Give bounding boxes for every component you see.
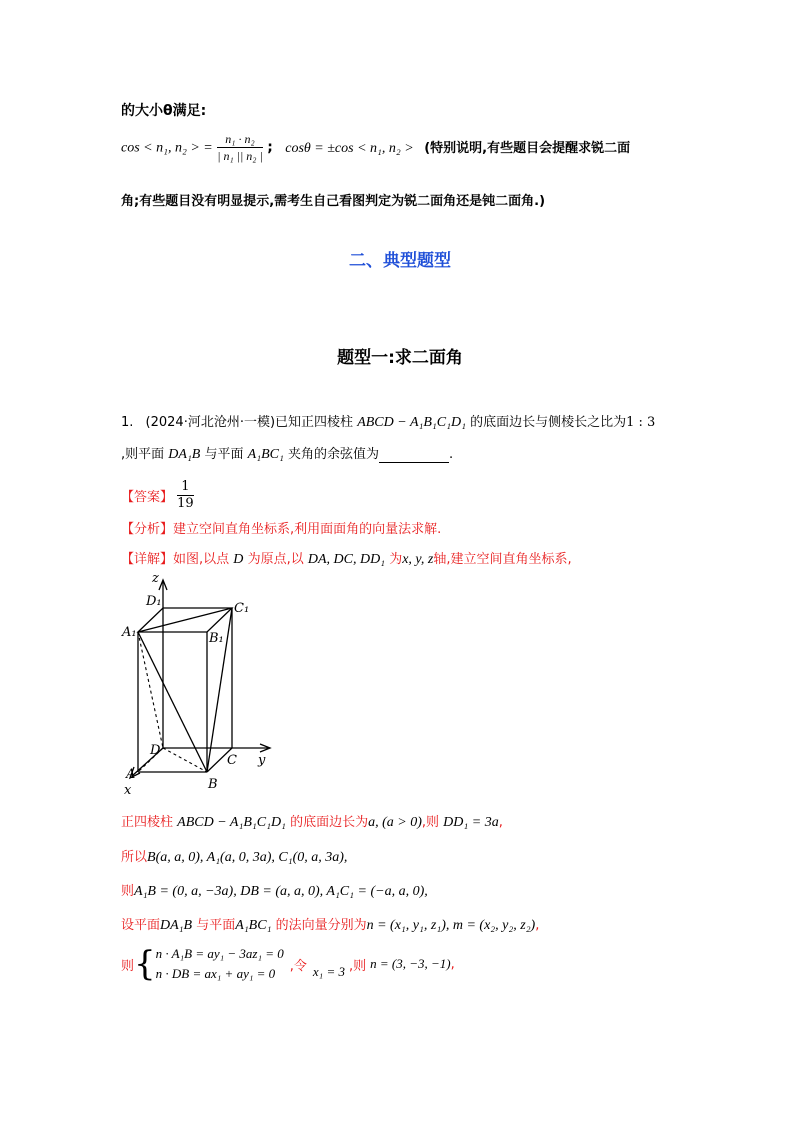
- problem-text-a: 已知正四棱柱: [275, 415, 354, 430]
- label-B1: B₁: [209, 631, 224, 646]
- note-part2: 角;有些题目没有明显提示,需考生自己看图判定为锐二面角还是钝二面角.): [121, 194, 546, 209]
- intro-line1: 的大小θ满足:: [121, 103, 207, 119]
- problem-number: 1.: [121, 415, 134, 430]
- note-part1: (特别说明,有些题目会提醒求锐二面: [424, 140, 631, 156]
- sol-l4-a: 设平面: [121, 918, 161, 933]
- sol-l5-b: ,令: [289, 958, 307, 974]
- sol-l4-c: 与平面: [196, 918, 236, 933]
- solution-line1: [121, 811, 503, 831]
- problem-line2: [121, 443, 453, 463]
- label-B: B: [208, 777, 218, 792]
- problem-plane1: DA₁B: [168, 447, 201, 462]
- system-eq2: n · DB = ax₁ + ay₁ = 0: [155, 966, 276, 981]
- label-A: A: [126, 767, 136, 782]
- label-y: y: [258, 753, 266, 768]
- sol-l1-a: 正四棱柱: [121, 815, 174, 830]
- cos-formula-fraction: [217, 131, 263, 164]
- solution-line3: [121, 880, 428, 900]
- prism-figure: [110, 568, 290, 798]
- problem-text-e: 夹角的余弦值为: [288, 447, 380, 462]
- detail-text-a: 如图,以点: [173, 552, 230, 567]
- sol-l3-b: A₁B = (0, a, −3a), DB = (a, a, 0), A₁C₁ = (−a, a, 0),: [134, 884, 428, 899]
- theta-formula: cosθ = ±cos < n₁, n₂ >: [285, 140, 414, 156]
- sol-l1-b: 的底面边长为: [290, 815, 369, 830]
- sol-l1-c: a, (a > 0): [368, 815, 422, 830]
- solution-line4: [121, 914, 539, 934]
- answer-numerator: 1: [177, 479, 194, 496]
- cos-formula-row: [121, 131, 630, 164]
- label-C1: C₁: [234, 601, 250, 616]
- problem-prism: ABCD − A₁B₁C₁D₁: [357, 415, 466, 430]
- sol-l2-b: B(a, a, 0), A₁(a, 0, 3a), C₁(0, a, 3a),: [147, 850, 348, 865]
- sol-l5-a: 则: [121, 958, 135, 974]
- answer-row: [121, 479, 194, 512]
- detail-text-c: 为: [389, 552, 403, 567]
- subsection-title: 题型一:求二面角: [337, 348, 463, 368]
- edge-A1C1: [138, 608, 232, 632]
- cos-formula-denominator: | n₁ || n₂ |: [217, 149, 263, 163]
- problem-text-c: ,则平面: [121, 447, 165, 462]
- sol-l1-e: DD₁ = 3a: [443, 815, 499, 830]
- sol-l5-c: x₁ = 3: [312, 964, 345, 979]
- problem-text-end: .: [449, 447, 454, 462]
- sol-l1-prism: ABCD − A₁B₁C₁D₁: [177, 815, 286, 830]
- analysis-row: [121, 518, 441, 537]
- answer-label: 【答案】: [121, 490, 174, 505]
- sol-l4-f: n = (x₁, y₁, z₁), m = (x₂, y₂, z₂): [366, 918, 536, 933]
- label-C: C: [227, 753, 237, 768]
- problem-ratio: 1 : 3: [626, 415, 656, 430]
- analysis-text: 建立空间直角坐标系,利用面面角的向量法求解.: [173, 522, 442, 537]
- sol-l5-e: n = (3, −3, −1): [370, 956, 451, 971]
- detail-row: [121, 548, 572, 568]
- detail-axes-vec: DA, DC, DD₁: [307, 552, 386, 567]
- cos-formula-left: cos < n₁, n₂ > =: [121, 140, 213, 156]
- analysis-label: 【分析】: [121, 522, 174, 537]
- label-D: D: [150, 743, 161, 758]
- edge-A1D-hidden: [138, 632, 163, 748]
- sol-l2-a: 所以: [121, 850, 148, 865]
- label-D1: D₁: [146, 594, 162, 609]
- problem-text-d: 与平面: [204, 447, 244, 462]
- cos-formula-numerator: n₁ · n₂: [217, 131, 263, 148]
- equation-system: [156, 944, 284, 984]
- solution-line2: [121, 846, 347, 866]
- answer-fraction: [177, 479, 194, 512]
- problem-source: (2024·河北沧州·一模): [145, 415, 276, 430]
- label-z: z: [152, 571, 159, 586]
- label-x: x: [124, 783, 132, 798]
- semicolon: ;: [267, 139, 273, 156]
- solution-line5: [121, 944, 455, 984]
- sol-l4-e: 的法向量分别为: [275, 918, 367, 933]
- problem-text-b: 的底面边长与侧棱长之比为: [470, 415, 627, 430]
- sol-l5-f: ,: [450, 956, 455, 972]
- label-A1: A₁: [122, 625, 137, 640]
- problem-line1: [121, 411, 655, 431]
- detail-text-b: 为原点,以: [247, 552, 304, 567]
- sol-l3-a: 则: [121, 884, 135, 899]
- system-eq1: n · A₁B = ay₁ − 3az₁ = 0: [155, 946, 284, 961]
- detail-text-d: 轴,建立空间直角坐标系,: [433, 552, 572, 567]
- problem-plane2: A₁BC₁: [247, 447, 284, 462]
- detail-axes: x, y, z: [402, 552, 434, 567]
- detail-point: D: [233, 552, 244, 567]
- sol-l5-d: ,则: [348, 958, 367, 974]
- section-title: 二、典型题型: [349, 251, 451, 271]
- answer-blank: [379, 448, 449, 463]
- sol-l1-f: ,: [498, 815, 503, 830]
- sol-l1-d: ,则: [421, 815, 440, 830]
- edge-A1B: [138, 632, 207, 772]
- answer-denominator: 19: [177, 496, 194, 511]
- sol-l4-g: ,: [535, 918, 540, 933]
- system-brace: {: [134, 944, 156, 984]
- sol-l4-b: DA₁B: [160, 918, 193, 933]
- sol-l4-d: A₁BC₁: [235, 918, 272, 933]
- detail-label: 【详解】: [121, 552, 174, 567]
